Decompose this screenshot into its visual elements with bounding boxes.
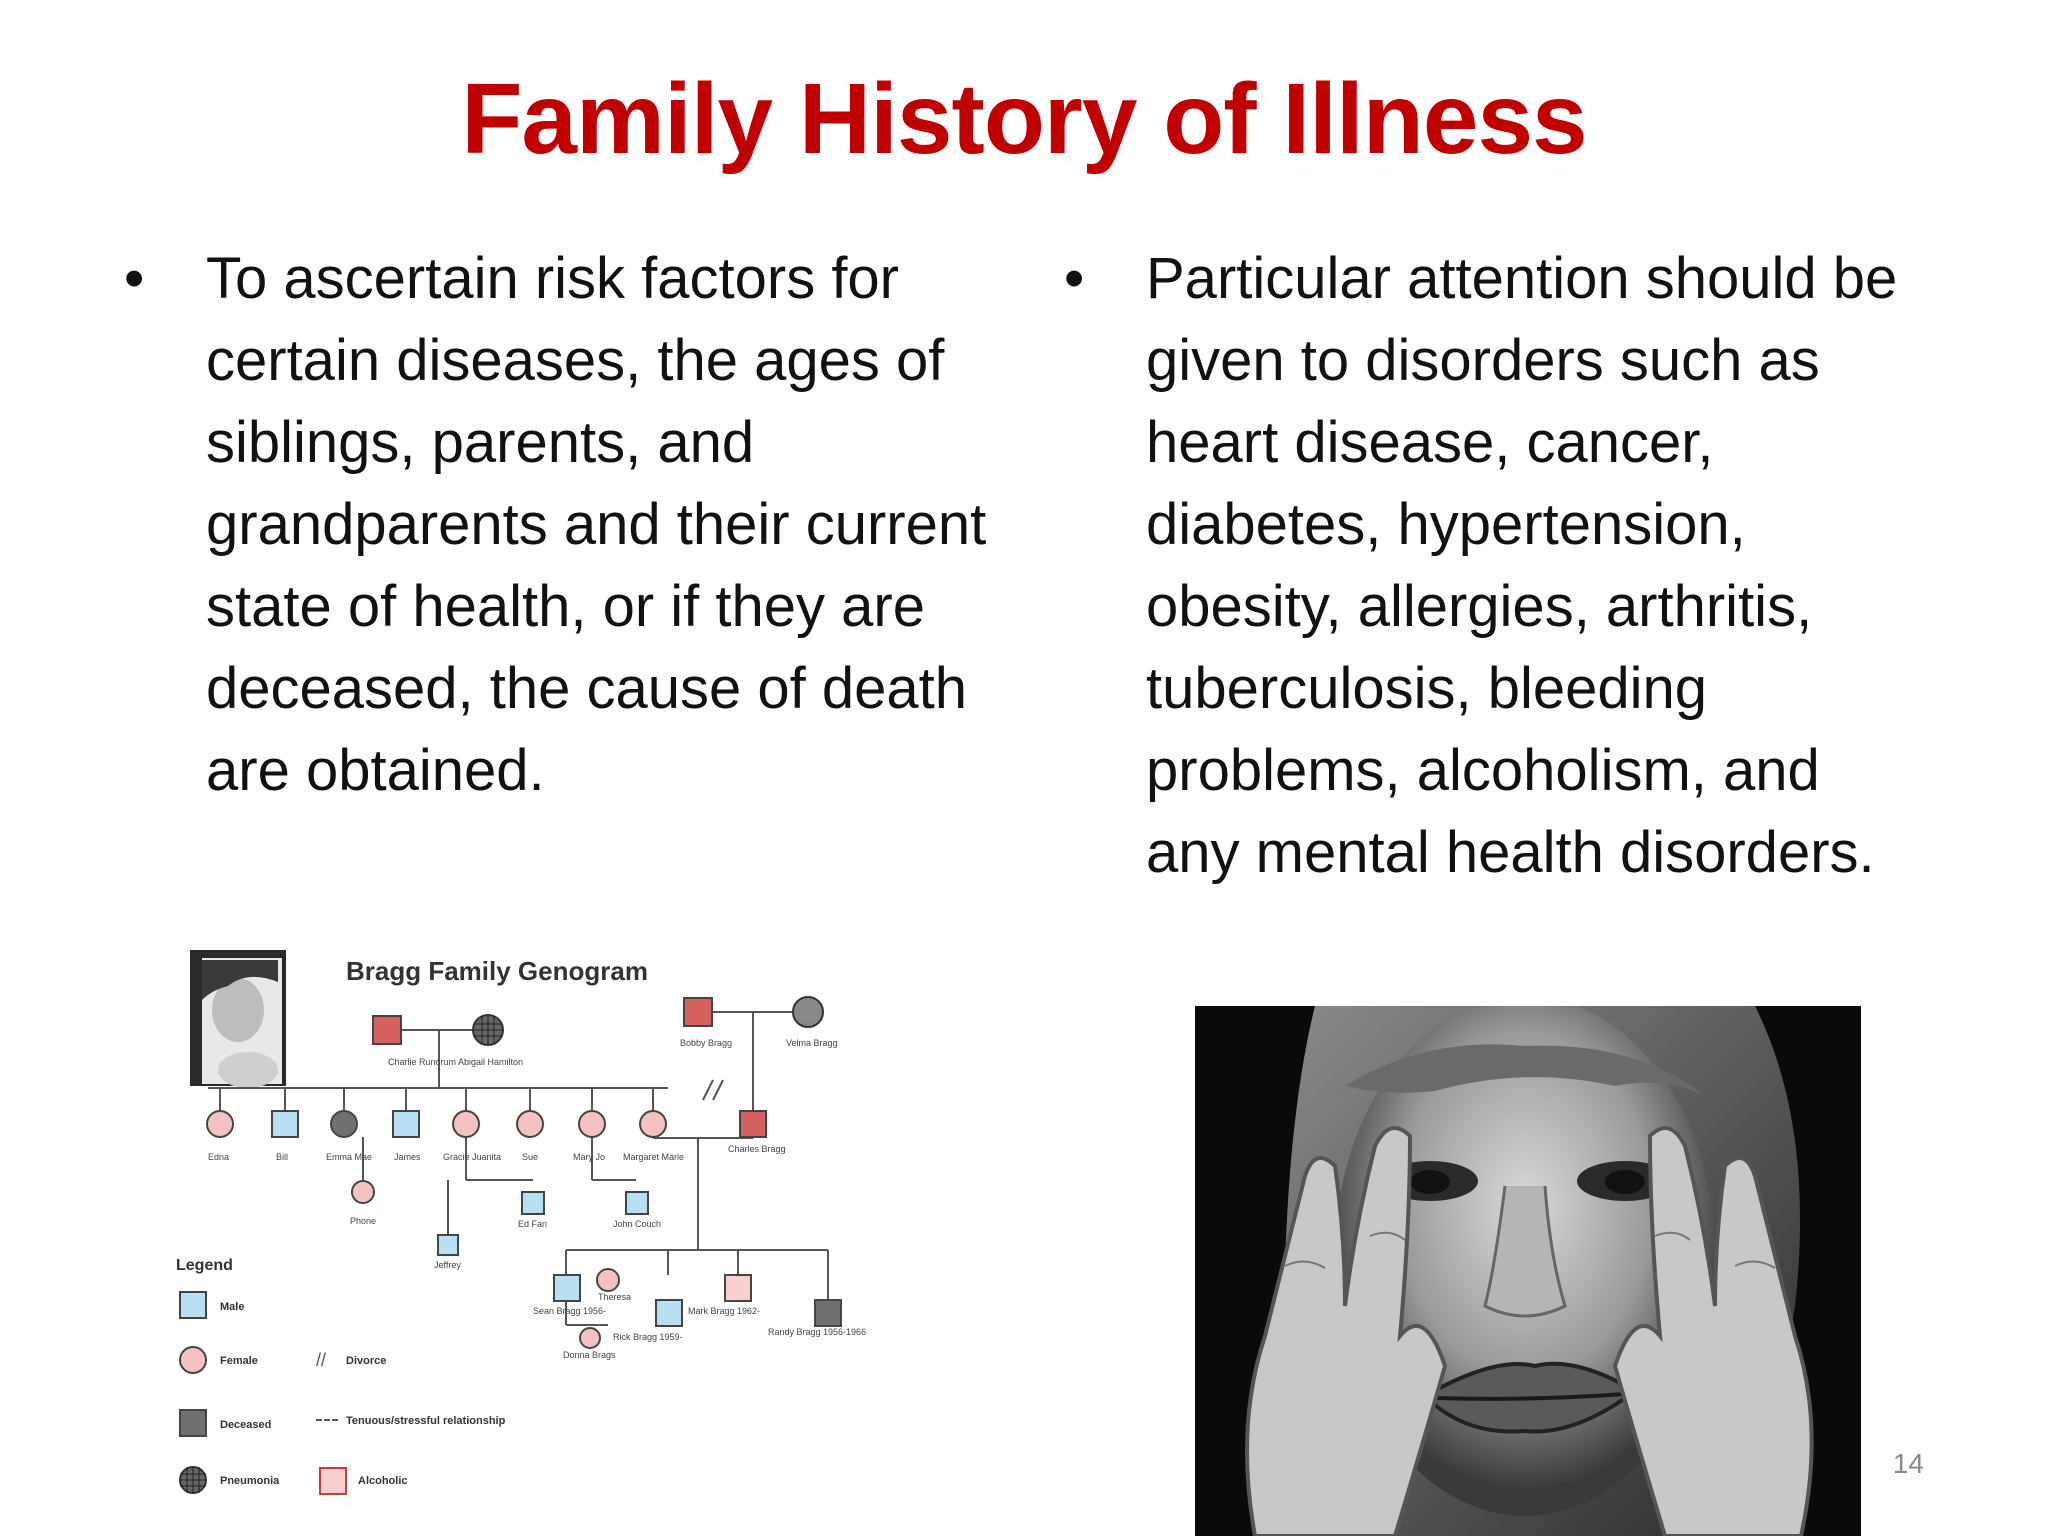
- genogram-label: Mary Jo: [573, 1152, 606, 1162]
- genogram-label: Emma Mae: [326, 1152, 373, 1162]
- legend-alcoholic: Alcoholic: [358, 1475, 408, 1487]
- legend-male: Male: [220, 1301, 245, 1313]
- genogram-label: Donna Brags: [563, 1350, 616, 1360]
- genogram-label: Charlie Rundrum: [388, 1057, 457, 1067]
- genogram-title: Bragg Family Genogram: [346, 956, 648, 986]
- genogram-label: Gracie Juanita: [443, 1152, 502, 1162]
- genogram-label: Randy Bragg 1956-1966: [768, 1327, 867, 1337]
- legend-tenuous: Tenuous/stressful relationship: [346, 1415, 506, 1427]
- genogram-label: Bobby Bragg: [680, 1038, 733, 1048]
- genogram-label: Abigail Hamilton: [458, 1057, 524, 1067]
- genogram-label: Phone: [350, 1216, 377, 1226]
- bullet-icon: •: [1064, 246, 1085, 311]
- slide-title: Family History of Illness: [461, 63, 1587, 175]
- bullet-icon: •: [124, 246, 145, 311]
- genogram-label: Edna: [208, 1152, 230, 1162]
- genogram-label: Velma Bragg: [786, 1038, 838, 1048]
- page-number: 14: [1892, 1448, 1924, 1479]
- legend-divorce: Divorce: [346, 1355, 387, 1367]
- genogram-label: John Couch: [613, 1219, 662, 1229]
- bullet-item: [120, 238, 1000, 812]
- genogram-label: Charles Bragg: [728, 1144, 786, 1154]
- right-column: [1060, 238, 1910, 894]
- portrait-photo: [190, 950, 286, 1088]
- genogram-label: Sean Bragg 1956-: [533, 1306, 607, 1316]
- legend-female: Female: [220, 1355, 258, 1367]
- genogram-label: Rick Bragg 1959-: [613, 1332, 683, 1342]
- genogram-label: Margaret Marie: [623, 1152, 685, 1162]
- legend-deceased: Deceased: [220, 1419, 272, 1431]
- genogram-label: Ed Fan: [518, 1219, 548, 1229]
- left-bullet-text: To ascertain risk factors for certain diseases, the ages of siblings, parents, and grandparents and their current state of health, or if they are deceased, the cause of death are obtained.: [206, 246, 987, 803]
- genogram-label: Mark Bragg 1962-: [688, 1306, 761, 1316]
- woman-photo: [1195, 1006, 1861, 1536]
- bullet-item: [1060, 238, 1910, 894]
- svg-text://: //: [316, 1350, 327, 1370]
- left-column: [120, 238, 1000, 812]
- genogram-label: Jeffrey: [434, 1260, 461, 1270]
- genogram-label: Theresa: [598, 1292, 632, 1302]
- genogram-label: James: [394, 1152, 421, 1162]
- genogram-image: [168, 930, 928, 1536]
- legend-title: Legend: [176, 1257, 233, 1274]
- legend-pneumonia: Pneumonia: [220, 1475, 280, 1487]
- right-bullet-text: Particular attention should be given to disorders such as heart disease, cancer, diabetes, hypertension, obesity, allergies, arthritis, tuberculosis, bleeding problems, alcoholism, and any mental health disorders.: [1146, 246, 1898, 885]
- genogram-label: Sue: [522, 1152, 539, 1162]
- genogram-label: Bill: [276, 1152, 289, 1162]
